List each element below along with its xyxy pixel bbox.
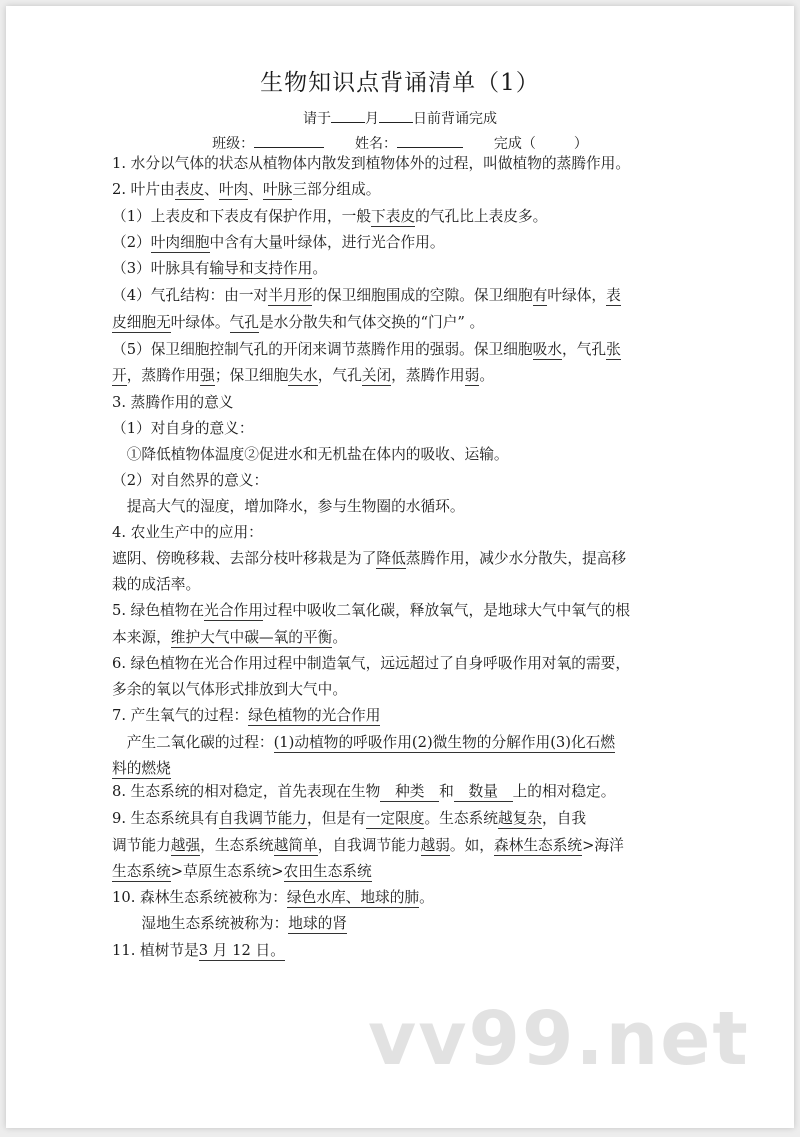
text-segment: ；保卫细胞 bbox=[214, 367, 289, 384]
text-segment: 10. 森林生态系统被称为： bbox=[112, 889, 287, 906]
month-blank bbox=[331, 108, 365, 123]
underlined-answer: 一定限度 bbox=[365, 810, 425, 827]
underlined-answer: 气孔 bbox=[229, 314, 259, 331]
text-segment: 。 bbox=[332, 629, 348, 646]
text-segment: 多余的氧以气体形式排放到大气中。 bbox=[112, 681, 348, 698]
text-line-25 bbox=[112, 782, 688, 802]
underlined-answer: 越简单 bbox=[273, 837, 318, 854]
text-segment: 本来源， bbox=[112, 629, 171, 646]
document-page bbox=[6, 6, 794, 1128]
text-segment: ，自我 bbox=[542, 810, 587, 827]
text-line-23 bbox=[112, 733, 688, 753]
text-segment: 、 bbox=[248, 181, 263, 198]
text-segment: 调节能力 bbox=[112, 837, 171, 854]
underlined-answer: 农田生态系统 bbox=[283, 863, 372, 880]
text-segment: （5）保卫细胞控制气孔的开闭来调节蒸腾作用的强弱。保卫细胞 bbox=[112, 341, 533, 358]
underlined-answer: 降低 bbox=[376, 550, 406, 567]
text-line-12 bbox=[112, 445, 688, 465]
underlined-answer: 自我调节能力 bbox=[218, 810, 307, 827]
underlined-answer: 料的燃烧 bbox=[112, 760, 171, 777]
text-segment: 。 bbox=[419, 889, 434, 906]
text-line-5 bbox=[112, 259, 688, 279]
text-segment: 湿地生态系统被称为： bbox=[112, 915, 289, 932]
underlined-answer: 数量 bbox=[453, 783, 513, 800]
underlined-answer: (1)动植物的呼吸作用(2)微生物的分解作用(3)化石燃 bbox=[273, 734, 616, 751]
text-segment: 蒸腾作用，减少水分散失，提高移 bbox=[405, 550, 627, 567]
underlined-answer: 表 bbox=[606, 287, 621, 304]
underlined-answer: 越弱 bbox=[420, 837, 450, 854]
text-line-18 bbox=[112, 601, 688, 621]
text-line-6 bbox=[112, 286, 688, 306]
text-segment: >草原生态系统> bbox=[170, 863, 284, 880]
underlined-answer: 皮细胞 bbox=[112, 314, 157, 331]
text-line-31 bbox=[112, 941, 688, 961]
underlined-answer: 越强 bbox=[170, 837, 201, 854]
underlined-answer: 有 bbox=[532, 287, 548, 304]
text-segment: ，但是有 bbox=[306, 810, 366, 827]
text-line-10 bbox=[112, 393, 688, 413]
text-segment: 。 bbox=[479, 367, 495, 384]
underlined-answer: 输导和支持作用 bbox=[209, 260, 313, 277]
text-segment: 。生态系统 bbox=[424, 810, 498, 827]
text-line-15 bbox=[112, 523, 688, 543]
text-line-1 bbox=[112, 154, 688, 174]
text-line-26 bbox=[112, 809, 688, 829]
text-line-2 bbox=[112, 180, 688, 200]
name-blank bbox=[397, 133, 463, 148]
text-segment: 、 bbox=[204, 181, 219, 198]
underlined-answer: 吸水 bbox=[532, 341, 562, 358]
underlined-answer: 越复杂 bbox=[497, 810, 543, 827]
text-segment: >海洋 bbox=[582, 837, 624, 854]
text-line-13 bbox=[112, 471, 688, 491]
underlined-answer: 半月形 bbox=[268, 287, 313, 304]
text-segment: 3. 蒸腾作用的意义 bbox=[112, 394, 234, 411]
text-segment: 叶绿体， bbox=[547, 287, 607, 304]
complete-close: ） bbox=[573, 136, 588, 152]
underlined-answer: 失水 bbox=[288, 367, 318, 384]
deadline-prefix: 请于 bbox=[303, 111, 331, 127]
text-segment: 8. 生态系统的相对稳定，首先表现在生物 bbox=[112, 783, 381, 800]
complete-label: 完成（ bbox=[493, 136, 536, 152]
underlined-answer: 绿色水库、地球的肺 bbox=[286, 889, 420, 906]
text-line-30 bbox=[112, 914, 688, 934]
underlined-answer: 关闭 bbox=[361, 367, 392, 384]
underlined-answer: 强 bbox=[200, 367, 215, 384]
text-line-7 bbox=[112, 313, 688, 333]
text-segment: （2） bbox=[112, 234, 151, 251]
text-segment: ①降低植物体温度②促进水和无机盐在体内的吸收、运输。 bbox=[112, 446, 509, 463]
text-line-9 bbox=[112, 366, 688, 386]
text-segment: 三部分组成。 bbox=[292, 181, 381, 198]
underlined-answer: 表皮 bbox=[174, 181, 205, 198]
text-segment: 的气孔比上表皮多。 bbox=[415, 208, 548, 225]
text-line-4 bbox=[112, 233, 688, 253]
text-line-16 bbox=[112, 549, 688, 569]
day-blank bbox=[379, 108, 413, 123]
document-title: 生物知识点背诵清单（1） bbox=[260, 70, 540, 96]
text-line-27 bbox=[112, 836, 688, 856]
underlined-answer: 叶肉 bbox=[218, 181, 249, 198]
deadline-suffix: 日前背诵完成 bbox=[413, 111, 497, 127]
text-segment: （1）对自身的意义： bbox=[112, 420, 254, 437]
underlined-answer: 3 月 12 日。 bbox=[198, 942, 285, 959]
text-segment: ，气孔 bbox=[562, 341, 607, 358]
text-segment: 过程中吸收二氧化碳，释放氧气，是地球大气中氧气的根 bbox=[262, 602, 631, 619]
underlined-answer: 种类 bbox=[380, 783, 440, 800]
underlined-answer: 生态系统 bbox=[112, 863, 171, 880]
text-segment: 。 bbox=[312, 260, 328, 277]
text-segment: 栽的成活率。 bbox=[112, 576, 201, 593]
text-segment: 遮阴、傍晚移栽、去部分枝叶移栽是为了 bbox=[112, 550, 377, 567]
text-line-3 bbox=[112, 207, 688, 227]
underlined-answer: 维护大气中碳—氧的平衡 bbox=[170, 629, 333, 646]
text-segment: 5. 绿色植物在 bbox=[112, 602, 205, 619]
text-segment: （3）叶脉具有 bbox=[112, 260, 210, 277]
class-blank bbox=[254, 133, 324, 148]
text-line-21 bbox=[112, 680, 688, 700]
underlined-answer: 叶脉 bbox=[262, 181, 293, 198]
underlined-answer: 地球的肾 bbox=[288, 915, 348, 932]
text-line-19 bbox=[112, 628, 688, 648]
text-line-17 bbox=[112, 575, 688, 595]
text-segment: （4）气孔结构：由一对 bbox=[112, 287, 269, 304]
text-line-28 bbox=[112, 862, 688, 882]
deadline-line bbox=[6, 108, 794, 128]
text-segment: 6. 绿色植物在光合作用过程中制造氧气，远远超过了自身呼吸作用对氧的需要， bbox=[112, 655, 631, 672]
name-label: 姓名： bbox=[355, 136, 397, 152]
text-segment: ，自我调节能力 bbox=[317, 837, 421, 854]
text-segment: 产生二氧化碳的过程： bbox=[112, 734, 274, 751]
text-segment: 7. 产生氧气的过程： bbox=[112, 707, 249, 724]
text-segment: 中含有大量叶绿体，进行光合作用。 bbox=[209, 234, 445, 251]
text-segment: ，蒸腾作用 bbox=[391, 367, 465, 384]
text-line-8 bbox=[112, 340, 688, 360]
underlined-answer: 叶肉细胞 bbox=[150, 234, 210, 251]
text-segment: 和 bbox=[439, 783, 454, 800]
text-segment: 4. 农业生产中的应用： bbox=[112, 524, 263, 541]
text-segment: 叶绿体。 bbox=[170, 314, 230, 331]
text-line-24 bbox=[112, 759, 688, 779]
text-segment: 1. 水分以气体的状态从植物体内散发到植物体外的过程，叫做植物的蒸腾作用。 bbox=[112, 155, 631, 172]
student-info-line bbox=[6, 133, 794, 153]
text-segment: 9. 生态系统具有 bbox=[112, 810, 219, 827]
text-segment: 的保卫细胞围成的空隙。保卫细胞 bbox=[312, 287, 533, 304]
underlined-answer: 光合作用 bbox=[204, 602, 263, 619]
text-segment: 。如， bbox=[449, 837, 494, 854]
underlined-answer: 下表皮 bbox=[371, 208, 416, 225]
text-segment: ，生态系统 bbox=[200, 837, 274, 854]
underlined-answer: 无 bbox=[156, 314, 171, 331]
text-line-20 bbox=[112, 654, 688, 674]
text-segment: 提高大气的湿度，增加降水，参与生物圈的水循环。 bbox=[112, 498, 465, 515]
text-segment: 11. 植树节是 bbox=[112, 942, 199, 959]
class-label: 班级： bbox=[212, 136, 255, 152]
text-segment: ，蒸腾作用 bbox=[126, 367, 201, 384]
text-line-22 bbox=[112, 706, 688, 726]
text-segment: 是水分散失和气体交换的“门户” 。 bbox=[258, 314, 485, 331]
underlined-answer: 开 bbox=[112, 367, 127, 384]
text-line-29 bbox=[112, 888, 688, 908]
text-segment: 2. 叶片由 bbox=[112, 181, 175, 198]
underlined-answer: 森林生态系统 bbox=[493, 837, 583, 854]
month-label: 月 bbox=[365, 111, 379, 127]
underlined-answer: 张 bbox=[606, 341, 621, 358]
text-segment: 上的相对稳定。 bbox=[512, 783, 616, 800]
underlined-answer: 弱 bbox=[464, 367, 480, 384]
text-segment: ，气孔 bbox=[317, 367, 362, 384]
text-segment: （2）对自然界的意义： bbox=[112, 472, 269, 489]
watermark: vv99.net bbox=[368, 996, 750, 1082]
underlined-answer: 绿色植物的光合作用 bbox=[248, 707, 381, 724]
text-segment: （1）上表皮和下表皮有保护作用，一般 bbox=[112, 208, 372, 225]
text-line-14 bbox=[112, 497, 688, 517]
text-line-11 bbox=[112, 419, 688, 439]
